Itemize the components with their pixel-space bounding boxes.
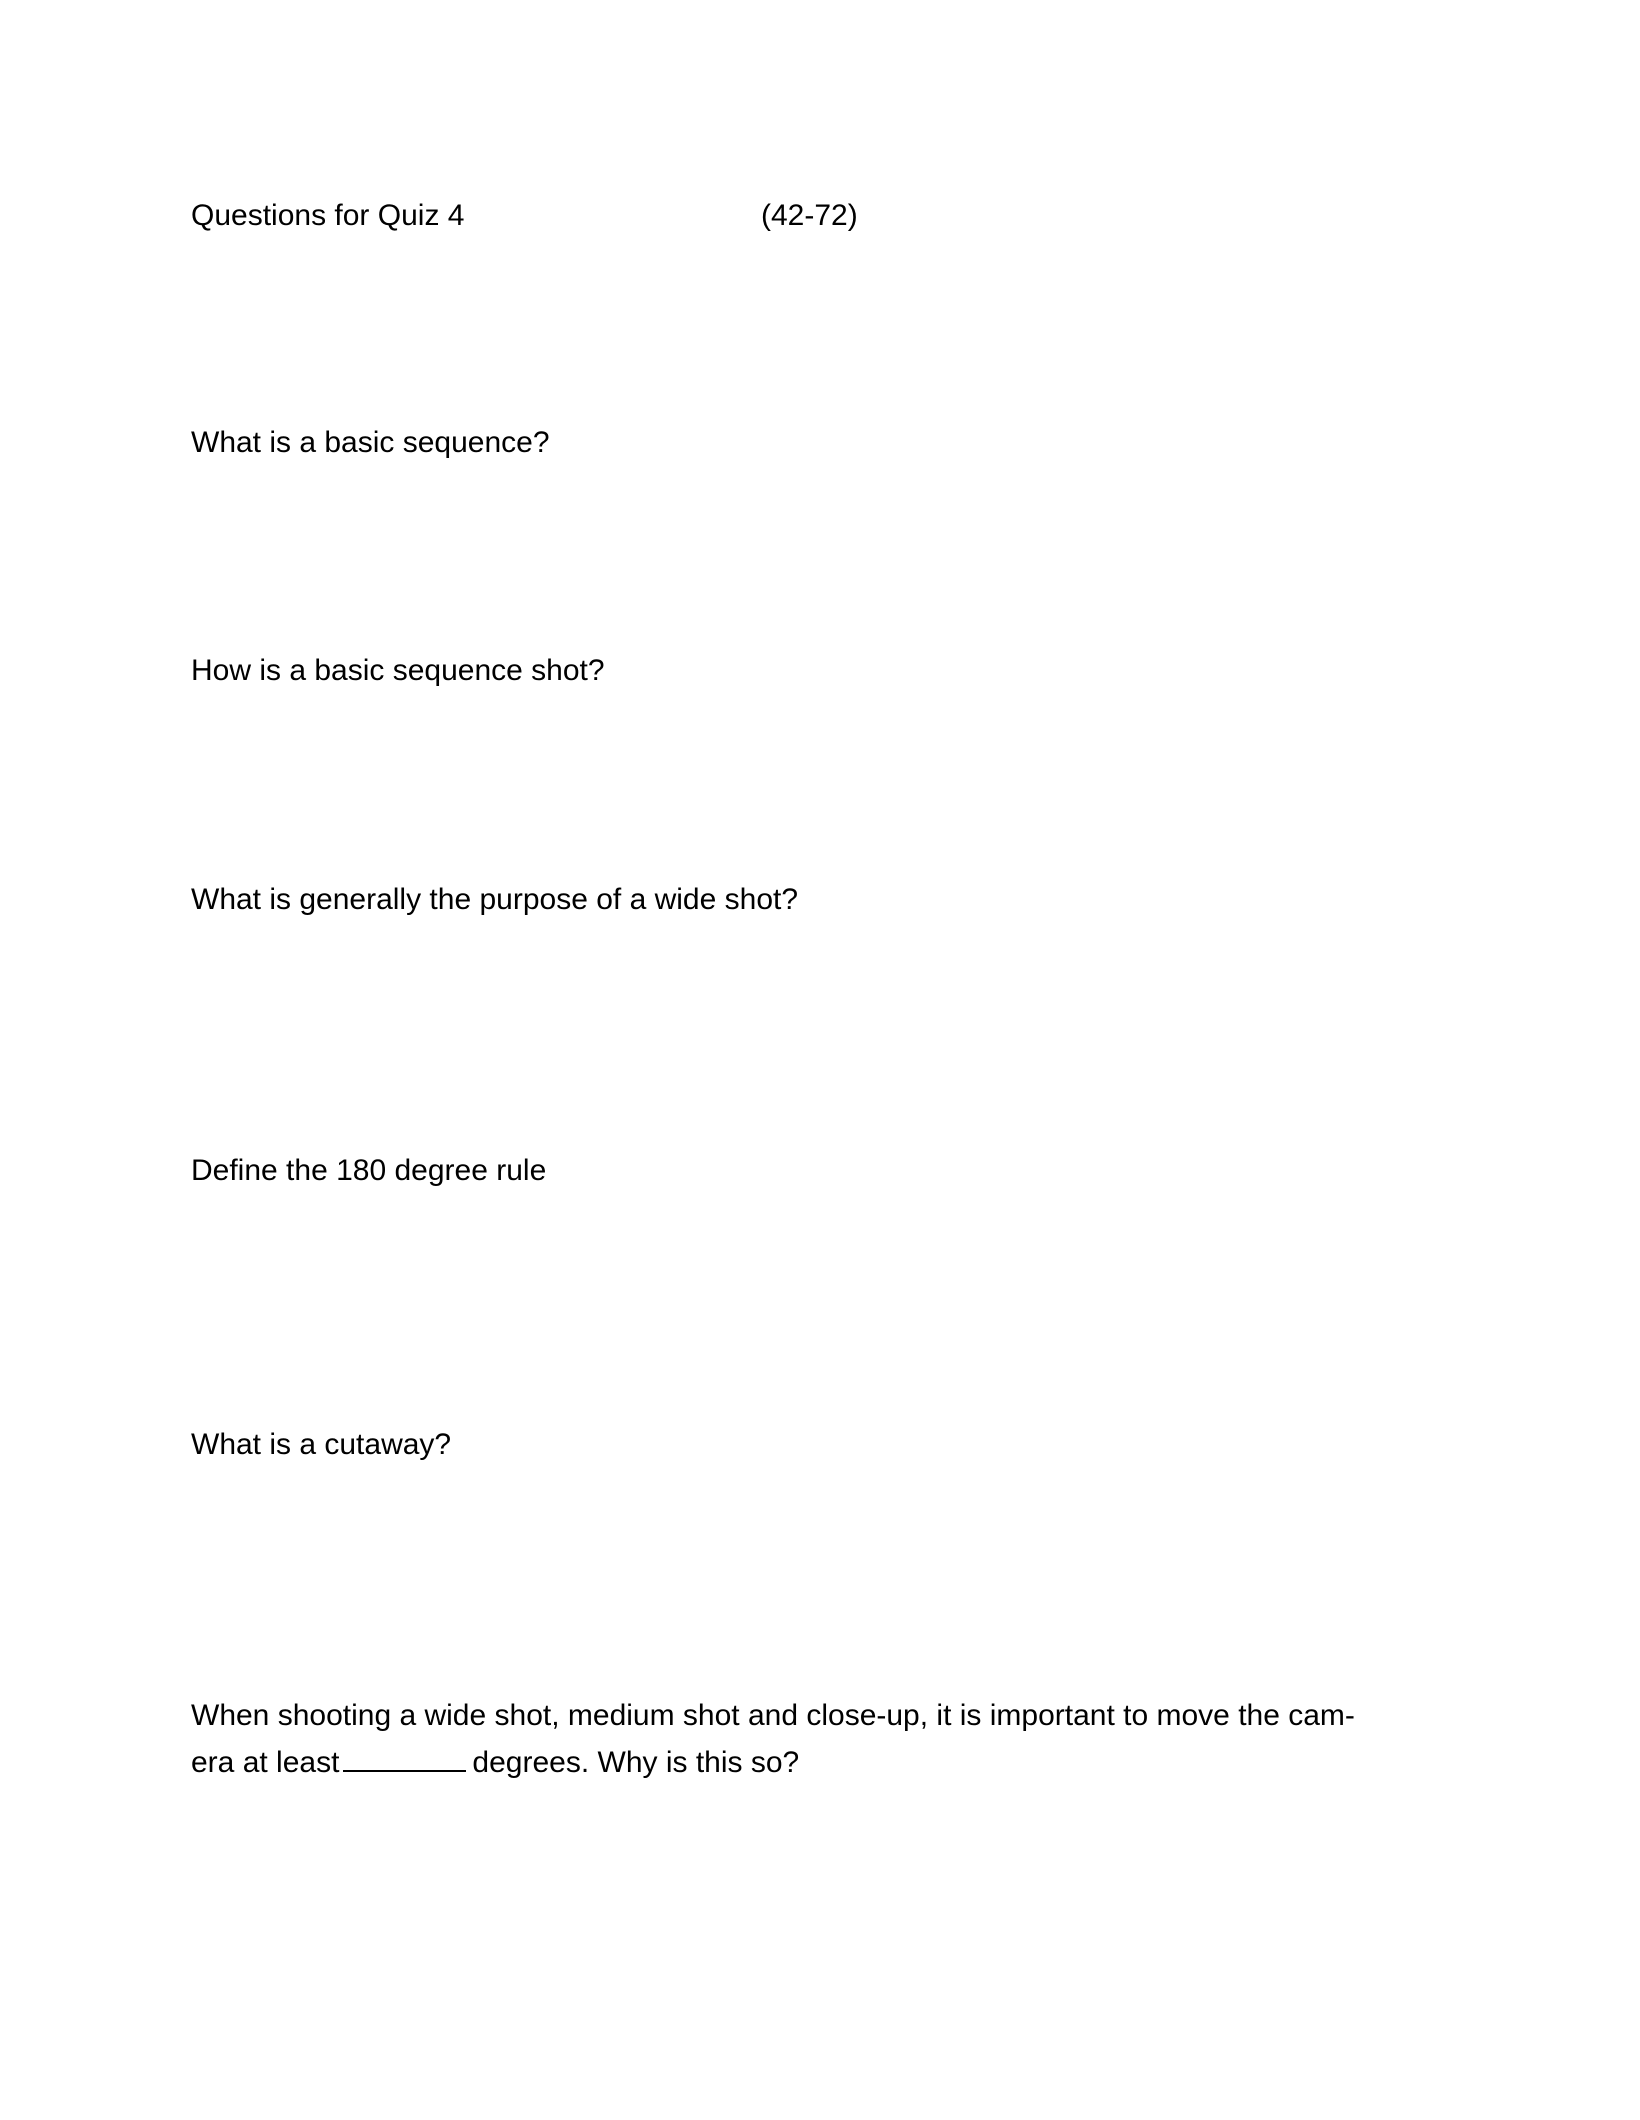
question-6-line-2 — [191, 1740, 799, 1786]
answer-blank — [343, 1744, 466, 1772]
question-6-line-1: When shooting a wide shot, medium shot and close-up, it is important to move the cam- — [191, 1699, 1355, 1732]
question-1: What is a basic sequence? — [191, 426, 550, 459]
page-title: Questions for Quiz 4 — [191, 199, 465, 232]
question-3: What is generally the purpose of a wide shot? — [191, 883, 799, 916]
question-6-text-after-blank: degrees. Why is this so? — [472, 1746, 800, 1779]
question-5: What is a cutaway? — [191, 1428, 452, 1461]
question-4: Define the 180 degree rule — [191, 1154, 547, 1187]
question-2: How is a basic sequence shot? — [191, 654, 605, 687]
page-range: (42-72) — [761, 199, 858, 232]
question-6-text-before-blank: era at least — [191, 1746, 340, 1779]
